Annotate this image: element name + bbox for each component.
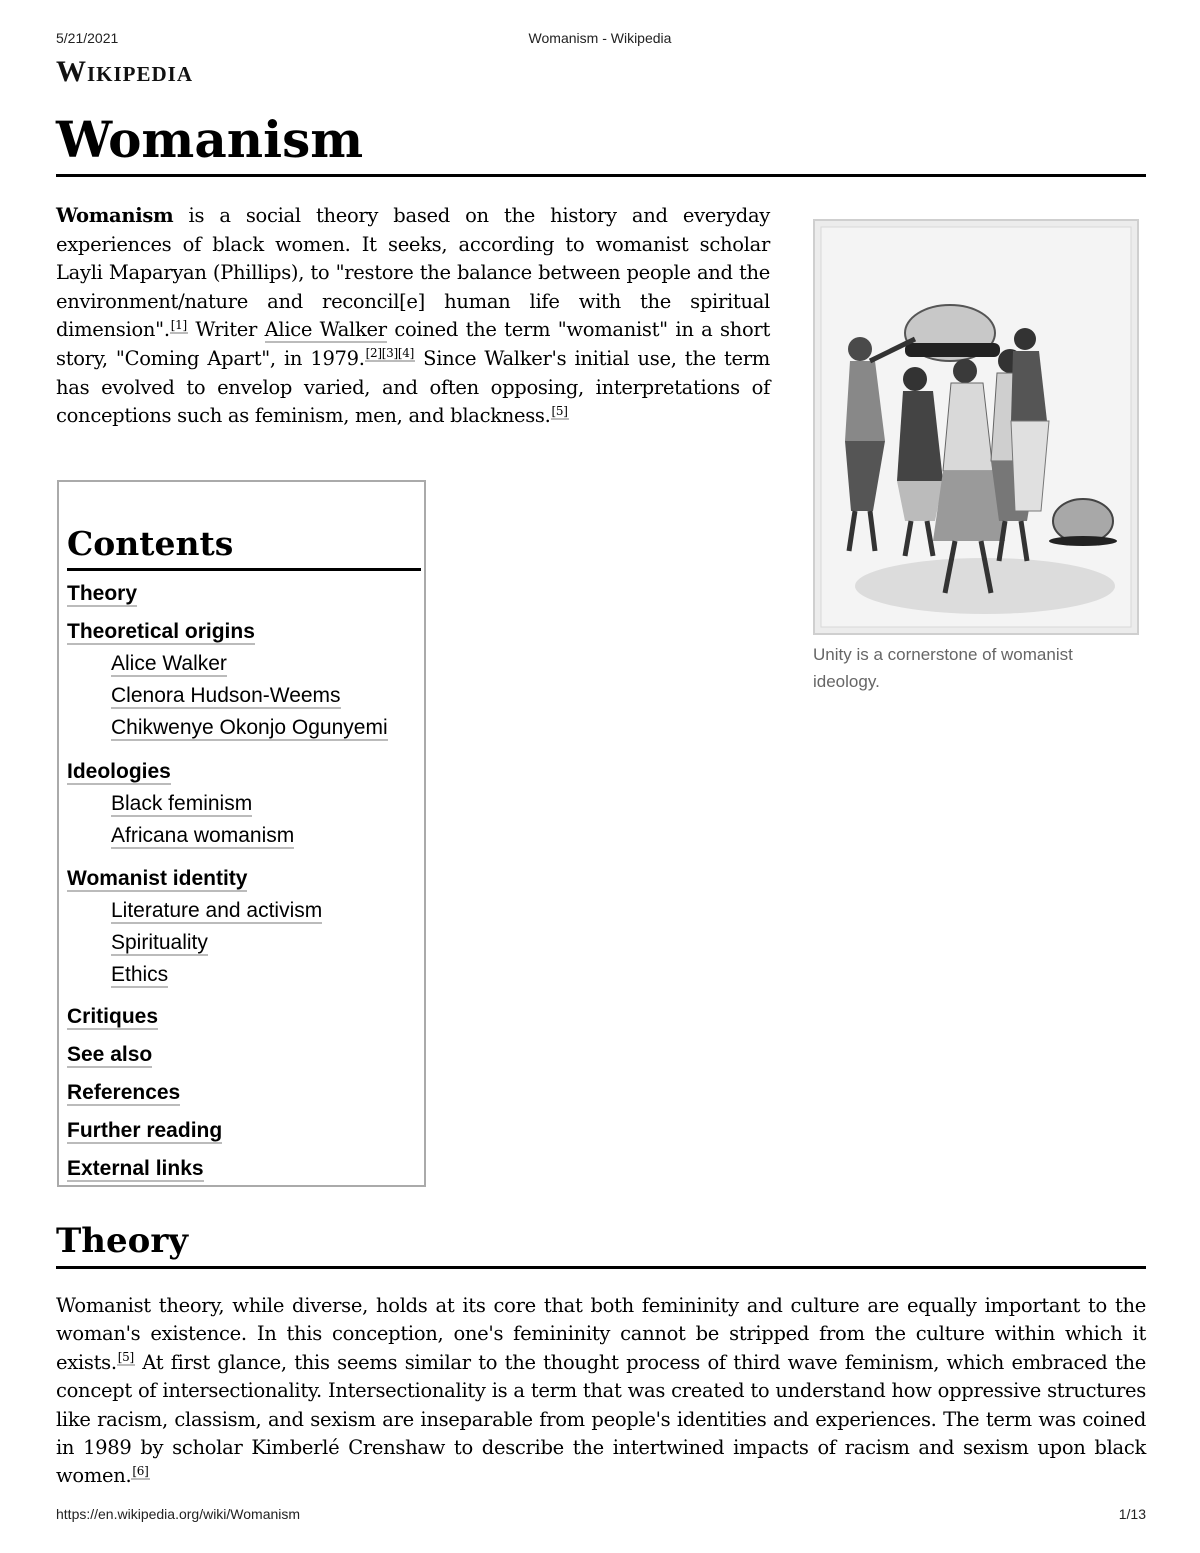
- citation-5-theory[interactable]: [5]: [117, 1350, 134, 1365]
- unity-painting-image[interactable]: [813, 219, 1139, 635]
- print-title: Womanism - Wikipedia: [528, 30, 672, 46]
- wikipedia-logo[interactable]: Wikipedia: [56, 55, 194, 88]
- toc-item-theoretical-origins[interactable]: Theoretical origins: [67, 620, 255, 643]
- table-of-contents: [57, 480, 426, 1187]
- print-date: 5/21/2021: [56, 30, 119, 46]
- print-footer: [0, 1506, 1200, 1526]
- print-header: [0, 30, 1200, 50]
- toc-item-ethics[interactable]: Ethics: [111, 963, 169, 986]
- toc-item-spirituality[interactable]: Spirituality: [111, 931, 208, 954]
- theory-text-2: At first glance, this seems similar to the thought process of third wave feminism, which embraced the concept of intersectionality. Intersectionality is a term that was created to understand how oppressive structures like racism, classism, and sexism are inseparable from people's identities and experiences. The term was coined in 1989 by scholar Kimberlé Crenshaw to describe the intertwined impacts of racism and sexism upon black women.: [56, 1350, 1146, 1488]
- section-heading-theory: Theory: [56, 1218, 1146, 1269]
- toc-item-theory[interactable]: Theory: [67, 582, 138, 605]
- lead-paragraph: [56, 202, 770, 431]
- citation-5[interactable]: [5]: [551, 403, 568, 418]
- toc-item-womanist-identity[interactable]: Womanist identity: [67, 867, 248, 890]
- toc-item-chikwenye-okonjo-ogunyemi[interactable]: Chikwenye Okonjo Ogunyemi: [111, 716, 388, 739]
- toc-item-ideologies[interactable]: Ideologies: [67, 760, 171, 783]
- lead-text-3: coined the term "womanist" in a short story, "Coming Apart", in 1979.: [56, 318, 770, 370]
- painting-illustration: [815, 221, 1137, 633]
- toc-item-black-feminism[interactable]: Black feminism: [111, 792, 253, 815]
- page-title: Womanism: [56, 108, 1146, 177]
- toc-item-clenora-hudson-weems[interactable]: Clenora Hudson-Weems: [111, 684, 341, 707]
- page-url: https://en.wikipedia.org/wiki/Womanism: [56, 1506, 301, 1522]
- lead-text-4: Since Walker's initial use, the term has evolved to envelop varied, and often opposing, interpretations of conceptions such as feminism, men, and blackness.: [56, 346, 770, 428]
- toc-item-literature-and-activism[interactable]: Literature and activism: [111, 899, 323, 922]
- toc-item-critiques[interactable]: Critiques: [67, 1005, 159, 1028]
- toc-item-external-links[interactable]: External links: [67, 1157, 204, 1180]
- lead-text-1: is a social theory based on the history and everyday experiences of black women. It seeks, according to womanist scholar Layli Maparyan (Phillips), to "restore the balance between people and the environment/nature and reconcil[e] human life with the spiritual dimension".: [56, 204, 770, 342]
- infobox-figure: [813, 219, 1139, 695]
- toc-item-further-reading[interactable]: Further reading: [67, 1119, 223, 1142]
- toc-item-see-also[interactable]: See also: [67, 1043, 153, 1066]
- theory-paragraph: [56, 1292, 1146, 1491]
- citation-6[interactable]: [6]: [132, 1463, 149, 1478]
- page-number: 1/13: [1118, 1506, 1146, 1522]
- citation-1[interactable]: [1]: [170, 317, 187, 332]
- toc-title: Contents: [67, 522, 421, 571]
- toc-item-alice-walker[interactable]: Alice Walker: [111, 652, 227, 675]
- toc-list: [67, 579, 421, 1186]
- theory-text-1: Womanist theory, while diverse, holds at its core that both femininity and culture are equally important to the woman's existence. In this conception, one's femininity cannot be stripped from the culture within which it exists.: [56, 1294, 1146, 1374]
- lead-term: Womanism: [56, 204, 174, 227]
- alice-walker-link[interactable]: Alice Walker: [264, 318, 387, 342]
- figure-caption: Unity is a cornerstone of womanist ideology.: [813, 645, 1073, 691]
- toc-item-references[interactable]: References: [67, 1081, 181, 1104]
- lead-text-2: Writer: [187, 318, 265, 342]
- toc-item-africana-womanism[interactable]: Africana womanism: [111, 824, 295, 847]
- citation-2-3-4[interactable]: [2][3][4]: [365, 346, 414, 361]
